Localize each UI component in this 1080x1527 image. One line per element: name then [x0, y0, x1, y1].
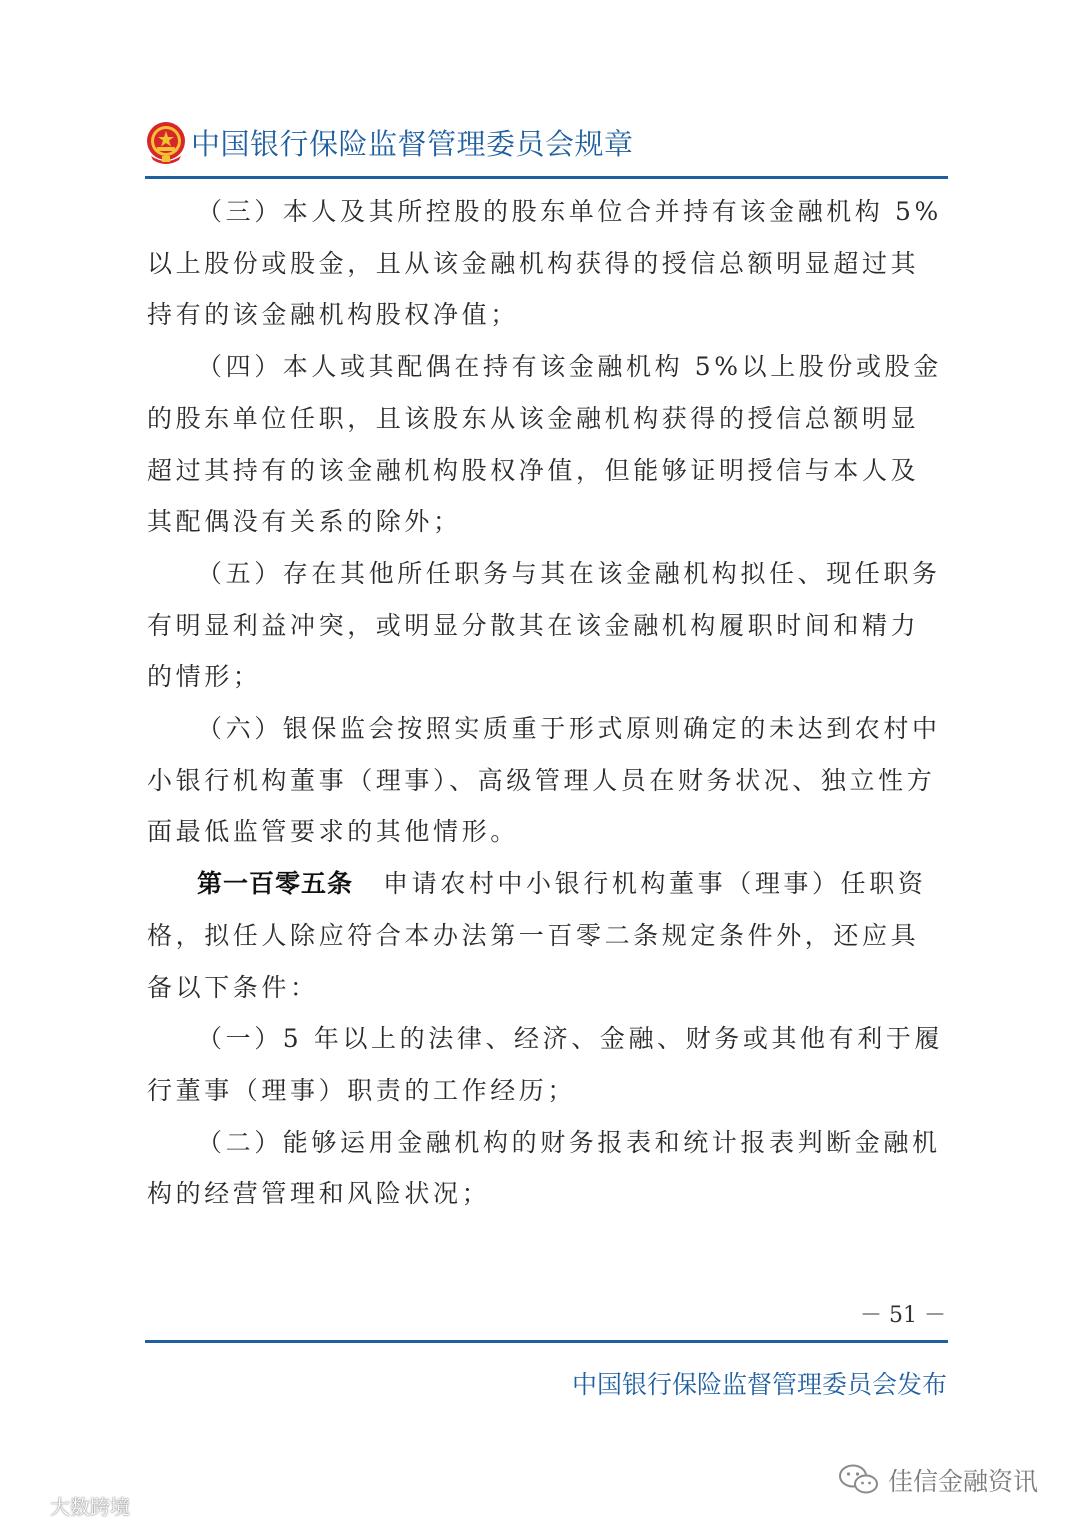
- watermark-right-text: 佳信金融资讯: [888, 1467, 1039, 1496]
- logo-icon: [6, 1494, 46, 1516]
- article-heading: 第一百零五条: [197, 869, 354, 899]
- wechat-icon: [838, 1463, 880, 1497]
- list-item: （一）5 年以上的法律、经济、金融、财务或其他有利于履行董事（理事）职责的工作经历；: [147, 1024, 944, 1105]
- header-divider: [145, 176, 948, 179]
- header-title: 中国银行保险监督管理委员会规章: [191, 127, 634, 161]
- watermark-left-text: 大数跨境: [50, 1494, 130, 1519]
- paragraph: （五）存在其他所任职务与其在该金融机构拟任、现任职务有明显利益冲突，或明显分散其在该金融机构履职时间和精力的情形；: [147, 558, 941, 692]
- article-text: 申请农村中小银行机构董事（理事）任职资格，拟任人除应符合本办法第一百零二条规定条件外，还应具备以下条件：: [147, 869, 927, 1002]
- footer-divider: [145, 1340, 948, 1343]
- paragraph: （四）本人或其配偶在持有该金融机构 5%以上股份或股金的股东单位任职，且该股东从该金融机构获得的授信总额明显超过其持有的该金融机构股权净值，但能够证明授信与本人及其配偶没有关系的除外；: [147, 352, 942, 537]
- page-number: － 51 －: [860, 1303, 946, 1328]
- page-header: [145, 112, 948, 182]
- national-emblem-icon: [145, 120, 187, 166]
- document-body: [147, 186, 947, 1220]
- article-paragraph: [147, 858, 947, 1013]
- watermark-left: [6, 1488, 130, 1522]
- paragraph: （三）本人及其所控股的股东单位合并持有该金融机构 5%以上股份或股金，且从该金融机构获得的授信总额明显超过其持有的该金融机构股权净值；: [147, 197, 942, 330]
- watermark-right: [838, 1458, 1038, 1502]
- paragraph: （六）银保监会按照实质重于形式原则确定的未达到农村中小银行机构董事（理事）、高级管理人员在财务状况、独立性方面最低监管要求的其他情形。: [147, 714, 941, 847]
- footer-publisher: 中国银行保险监督管理委员会发布: [571, 1370, 947, 1399]
- list-item: （二）能够运用金融机构的财务报表和统计报表判断金融机构的经营管理和风险状况；: [147, 1127, 941, 1209]
